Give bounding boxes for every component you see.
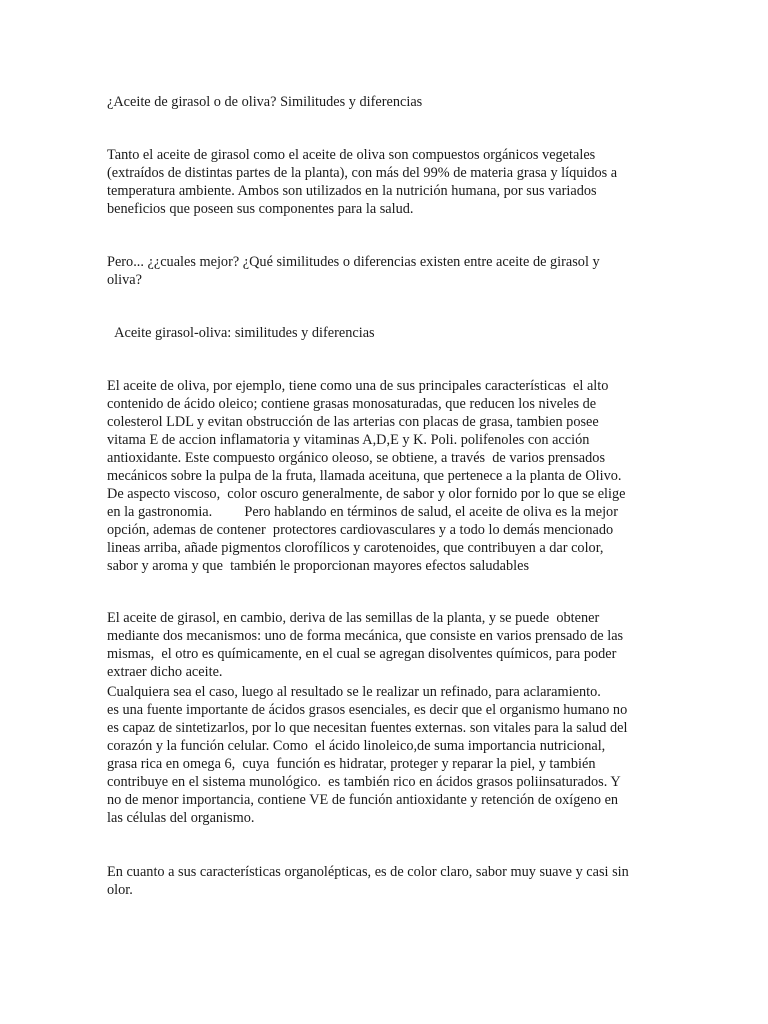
intro-paragraph: Tanto el aceite de girasol como el aceite de oliva son compuestos orgánicos vegetales (extraídos de distintas partes de la planta), con más del 99% de materia grasa y líquidos a temperatura ambiente. Ambos son utilizados en la nutrición humana, por sus variados beneficios que poseen sus componentes para la salud. <box>107 147 618 217</box>
document-title: ¿Aceite de girasol o de oliva? Similitudes y diferencias <box>107 94 423 110</box>
section-subheading: Aceite girasol-oliva: similitudes y diferencias <box>107 325 375 341</box>
olive-oil-paragraph: El aceite de oliva, por ejemplo, tiene como una de sus principales características el alto contenido de ácido oleico; contiene grasas monosaturadas, que reducen los niveles de colesterol LDL y evitan obstrucción de las arterias con placas de grasa, tambien posee vitama E de accion inflamatoria y vitaminas A,D,E y K. Poli. polifenoles con acción antioxidante. Este compuesto orgánico oleoso, se obtiene, a través de varios prensados mecánicos sobre la pulpa de la fruta, llamada aceituna, que pertenece a la planta de Olivo. De aspecto viscoso, color oscuro generalmente, de sabor y olor fornido por lo que se elige en la gastronomia. Pero hablando en términos de salud, el aceite de oliva es la mejor opción, ademas de contener protectores cardiovasculares y a todo lo demás mencionado lineas arriba, añade pigmentos clorofílicos y carotenoides, que contribuyen a dar color, sabor y aroma y que también le proporcionan mayores efectos saludables <box>107 378 626 574</box>
organoleptic-paragraph: En cuanto a sus características organolépticas, es de color claro, sabor muy suave y casi sin olor. <box>107 864 629 898</box>
question-paragraph: Pero... ¿¿cuales mejor? ¿Qué similitudes o diferencias existen entre aceite de girasol y oliva? <box>107 254 600 288</box>
sunflower-oil-paragraph: El aceite de girasol, en cambio, deriva de las semillas de la planta, y se puede obtener mediante dos mecanismos: uno de forma mecánica, que consiste en varios prensado de las mismas, el otro es químicamente, en el cual se agregan disolventes químicos, para poder extraer dicho aceite. <box>107 610 624 680</box>
sunflower-oil-continued-paragraph: Cualquiera sea el caso, luego al resultado se le realizar un refinado, para aclaramiento. es una fuente importante de ácidos grasos esenciales, es decir que el organismo humano no es capaz de sintetizarlos, por lo que necesitan fuentes externas. son vitales para la salud del corazón y la función celular. Como el ácido linoleico,de suma importancia nutricional, grasa rica en omega 6, cuya función es hidratar, proteger y reparar la piel, y también contribuye en el sistema munológico. es también rico en ácidos grasos poliinsaturados. Y no de menor importancia, contiene VE de función antioxidante y retención de oxígeno en las células del organismo. <box>107 684 628 826</box>
